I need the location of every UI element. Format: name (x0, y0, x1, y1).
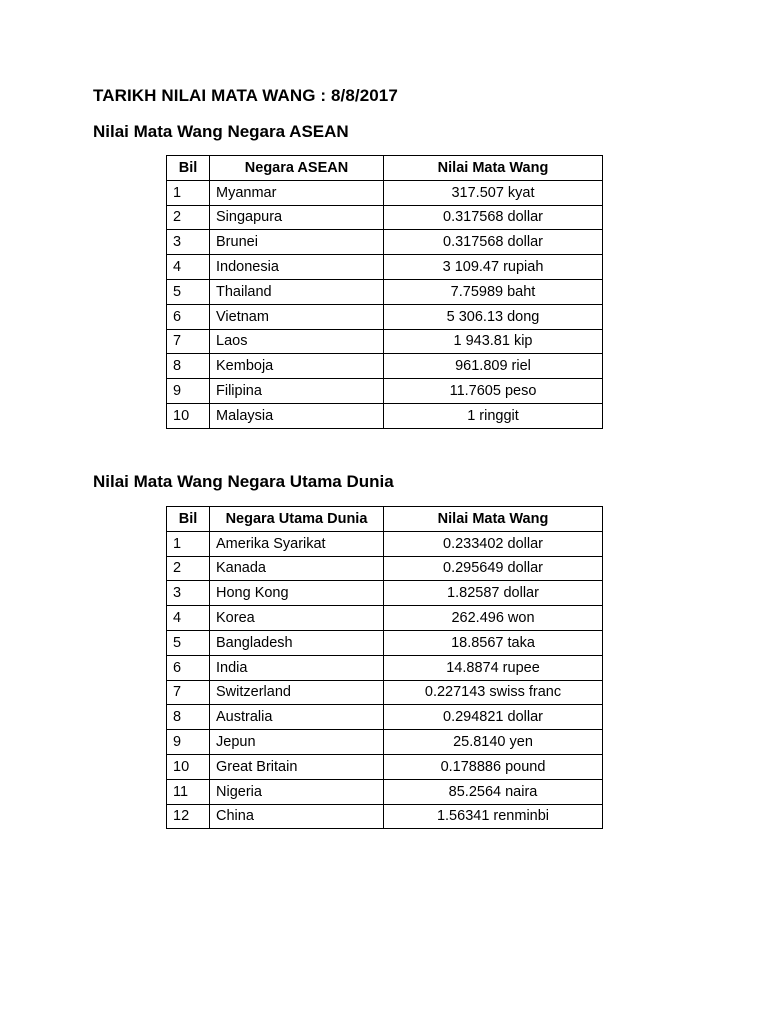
table-row (167, 581, 603, 606)
table-row (167, 804, 603, 829)
document-title: TARIKH NILAI MATA WANG : 8/8/2017 (93, 86, 398, 105)
asean-table-body (167, 180, 603, 428)
column-header-bil: Bil (167, 507, 210, 532)
currency-value-cell: 961.809 riel (384, 354, 603, 379)
row-number-cell: 4 (167, 255, 210, 280)
table-row (167, 205, 603, 230)
world-currency-table (166, 506, 603, 829)
table-row (167, 754, 603, 779)
currency-value-cell: 3 109.47 rupiah (384, 255, 603, 280)
currency-value-cell: 1 943.81 kip (384, 329, 603, 354)
currency-value-cell: 14.8874 rupee (384, 655, 603, 680)
table-row (167, 730, 603, 755)
asean-currency-table (166, 155, 603, 429)
table-header-row (167, 156, 603, 181)
column-header-value: Nilai Mata Wang (384, 507, 603, 532)
row-number-cell: 8 (167, 354, 210, 379)
country-name-cell: Thailand (210, 279, 384, 304)
country-name-cell: Korea (210, 606, 384, 631)
row-number-cell: 12 (167, 804, 210, 829)
column-header-country: Negara Utama Dunia (210, 507, 384, 532)
row-number-cell: 3 (167, 230, 210, 255)
currency-value-cell: 0.294821 dollar (384, 705, 603, 730)
table-row (167, 180, 603, 205)
currency-value-cell: 1 ringgit (384, 403, 603, 428)
row-number-cell: 1 (167, 531, 210, 556)
table-row (167, 779, 603, 804)
currency-value-cell: 0.317568 dollar (384, 205, 603, 230)
table-row (167, 705, 603, 730)
row-number-cell: 8 (167, 705, 210, 730)
country-name-cell: Hong Kong (210, 581, 384, 606)
row-number-cell: 9 (167, 730, 210, 755)
currency-value-cell: 11.7605 peso (384, 379, 603, 404)
table-row (167, 255, 603, 280)
country-name-cell: Brunei (210, 230, 384, 255)
table-row (167, 230, 603, 255)
column-header-country: Negara ASEAN (210, 156, 384, 181)
column-header-bil: Bil (167, 156, 210, 181)
asean-section-heading: Nilai Mata Wang Negara ASEAN (93, 122, 349, 141)
row-number-cell: 7 (167, 680, 210, 705)
currency-value-cell: 7.75989 baht (384, 279, 603, 304)
currency-value-cell: 317.507 kyat (384, 180, 603, 205)
country-name-cell: Laos (210, 329, 384, 354)
currency-value-cell: 262.496 won (384, 606, 603, 631)
country-name-cell: Amerika Syarikat (210, 531, 384, 556)
country-name-cell: Singapura (210, 205, 384, 230)
table-row (167, 403, 603, 428)
row-number-cell: 9 (167, 379, 210, 404)
currency-value-cell: 1.56341 renminbi (384, 804, 603, 829)
table-row (167, 304, 603, 329)
table-header-row (167, 507, 603, 532)
currency-value-cell: 85.2564 naira (384, 779, 603, 804)
row-number-cell: 5 (167, 630, 210, 655)
table-row (167, 655, 603, 680)
row-number-cell: 11 (167, 779, 210, 804)
country-name-cell: Filipina (210, 379, 384, 404)
currency-value-cell: 5 306.13 dong (384, 304, 603, 329)
row-number-cell: 5 (167, 279, 210, 304)
column-header-value: Nilai Mata Wang (384, 156, 603, 181)
currency-value-cell: 0.317568 dollar (384, 230, 603, 255)
row-number-cell: 7 (167, 329, 210, 354)
country-name-cell: India (210, 655, 384, 680)
currency-value-cell: 0.227143 swiss franc (384, 680, 603, 705)
country-name-cell: Vietnam (210, 304, 384, 329)
country-name-cell: Kemboja (210, 354, 384, 379)
country-name-cell: Great Britain (210, 754, 384, 779)
row-number-cell: 2 (167, 556, 210, 581)
table-row (167, 354, 603, 379)
row-number-cell: 4 (167, 606, 210, 631)
row-number-cell: 3 (167, 581, 210, 606)
currency-value-cell: 1.82587 dollar (384, 581, 603, 606)
country-name-cell: Bangladesh (210, 630, 384, 655)
country-name-cell: Myanmar (210, 180, 384, 205)
table-row (167, 606, 603, 631)
country-name-cell: Kanada (210, 556, 384, 581)
table-row (167, 630, 603, 655)
table-row (167, 556, 603, 581)
world-section-heading: Nilai Mata Wang Negara Utama Dunia (93, 472, 394, 491)
country-name-cell: Jepun (210, 730, 384, 755)
table-row (167, 279, 603, 304)
currency-value-cell: 0.295649 dollar (384, 556, 603, 581)
country-name-cell: Nigeria (210, 779, 384, 804)
currency-value-cell: 18.8567 taka (384, 630, 603, 655)
country-name-cell: Indonesia (210, 255, 384, 280)
row-number-cell: 1 (167, 180, 210, 205)
row-number-cell: 6 (167, 655, 210, 680)
row-number-cell: 6 (167, 304, 210, 329)
table-row (167, 379, 603, 404)
row-number-cell: 2 (167, 205, 210, 230)
table-row (167, 329, 603, 354)
table-row (167, 680, 603, 705)
world-table-body (167, 531, 603, 829)
currency-value-cell: 0.178886 pound (384, 754, 603, 779)
country-name-cell: Switzerland (210, 680, 384, 705)
row-number-cell: 10 (167, 403, 210, 428)
currency-value-cell: 25.8140 yen (384, 730, 603, 755)
country-name-cell: Australia (210, 705, 384, 730)
country-name-cell: China (210, 804, 384, 829)
table-row (167, 531, 603, 556)
currency-value-cell: 0.233402 dollar (384, 531, 603, 556)
row-number-cell: 10 (167, 754, 210, 779)
country-name-cell: Malaysia (210, 403, 384, 428)
